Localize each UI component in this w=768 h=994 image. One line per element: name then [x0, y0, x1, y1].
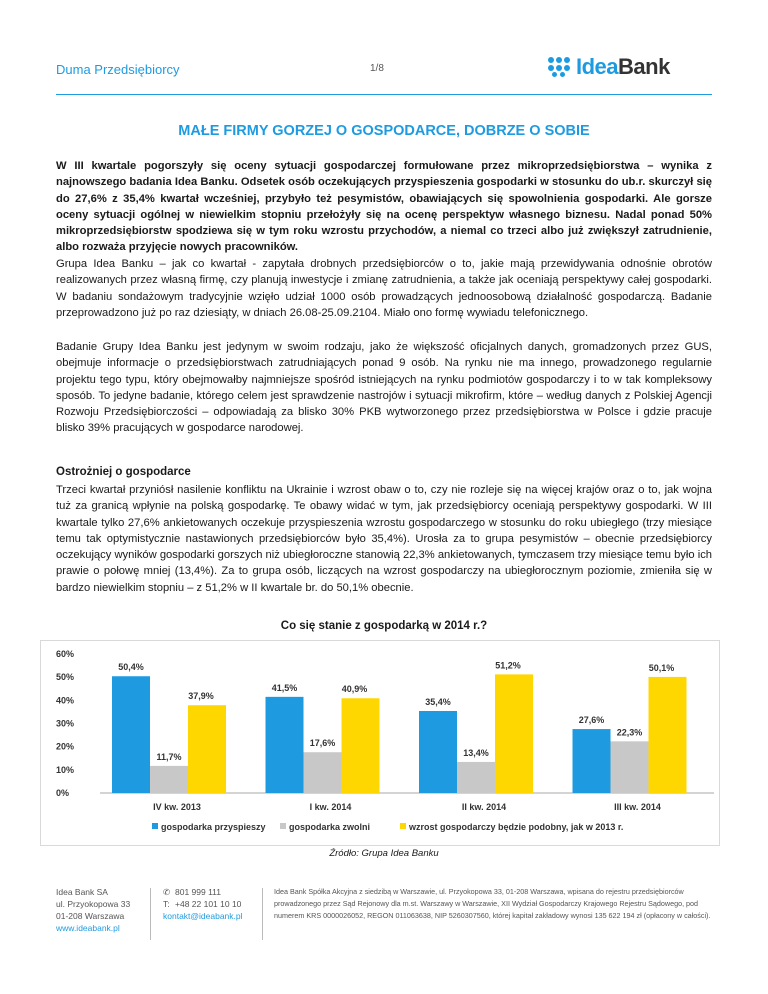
bar — [112, 676, 150, 793]
footer-street: ul. Przyokopowa 33 — [56, 899, 131, 909]
y-tick-label: 50% — [56, 672, 75, 683]
chart-title: Co się stanie z gospodarką w 2014 r.? — [280, 620, 488, 632]
page-header — [0, 0, 768, 100]
header-divider — [56, 94, 712, 95]
section-name: Duma Przedsiębiorcy — [56, 62, 180, 77]
footer-email-link[interactable]: kontakt@ideabank.pl — [163, 911, 243, 921]
page-number: 1/8 — [370, 63, 384, 74]
data-label: 35,4% — [425, 696, 451, 707]
y-tick-label: 40% — [56, 695, 75, 706]
data-label: 17,6% — [309, 738, 336, 749]
footer-phone-label: T: — [163, 899, 170, 909]
x-tick-label: I kw. 2014 — [309, 802, 352, 812]
footer-legal-text: Idea Bank Spółka Akcyjna z siedzibą w Warszawie, ul. Przyokopowa 33, 01-208 Warszawa, wpisana do rejestru przedsiębiorców prowadzonego przez Sąd Rejonowy dla m.st. Warszawy w Warszawie, XII Wydział Gospodarczy Krajowego Rejestru Sądowego, pod numerem KRS 0000026052, REGON 011063638, NIP 5260307560, której kapitał zakładowy wynosi 135 622 194 zł (opłacony w całości). — [274, 887, 711, 920]
data-label: 11,7% — [156, 751, 182, 762]
lead-paragraph: W III kwartale pogorszyły się oceny sytuacji gospodarczej formułowane przez mikroprzedsiębiorstwa – wynika z najnowszego badania Idea Banku. Odsetek osób oczekujących przyspieszenia gospodarki w stosunku do ub.r. skurczył się do 27,6% z 35,4% kwartał wcześniej, przybyło też pesymistów, obawiających się spowolnienia gospodarki. Ale gorsze oceny sytuacji ogólnej w niewielkim stopniu przełożyły się na ocenę perspektyw własnego biznesu. Nadal ponad 50% mikroprzedsiębiorstw spodziewa się w tym roku wzrostu przychodów, a niemal co trzeci albo już zwiększył zatrudnienie, albo rozważa przyjęcie nowych pracowników. — [56, 160, 712, 254]
data-label: 27,6% — [578, 715, 605, 726]
chart-source: Źródło: Grupa Idea Banku — [329, 848, 439, 859]
legend-swatch — [152, 823, 158, 829]
idea-bank-logo — [548, 54, 718, 82]
data-label: 50,4% — [118, 662, 144, 673]
data-label: 37,9% — [188, 691, 214, 702]
footer-phone-1: 801 999 111 — [175, 887, 222, 897]
footer-city: 01-208 Warszawa — [56, 911, 125, 921]
bar — [266, 697, 304, 793]
bar — [495, 674, 533, 793]
data-label: 22,3% — [616, 727, 643, 738]
x-tick-label: II kw. 2014 — [461, 802, 507, 812]
legend-swatch — [280, 823, 286, 829]
data-label: 51,2% — [495, 660, 521, 671]
legend-label: wzrost gospodarczy będzie podobny, jak w 2013 r. — [409, 822, 624, 832]
bar — [304, 752, 342, 793]
footer-divider — [262, 888, 263, 940]
phone-icon: ✆ — [163, 887, 171, 897]
bar — [649, 677, 687, 793]
data-label: 41,5% — [271, 682, 298, 693]
page-footer — [0, 880, 768, 990]
bar — [188, 705, 226, 793]
y-tick-label: 20% — [56, 741, 75, 752]
x-tick-label: IV kw. 2013 — [153, 802, 201, 812]
bar — [611, 741, 649, 793]
footer-divider — [150, 888, 151, 940]
paragraph-2: Badanie Grupy Idea Banku jest jedynym w swoim rodzaju, jako że większość oficjalnych danych, gromadzonych przez GUS, obejmuje informacje o przedsiębiorstwach zatrudniających ponad 9 osób. Na rynku nie ma innego, prowadzonego regularnie projektu tego typu, który obejmowałby najmniejsze spośród istniejących na rynku podmiotów gospodarczy i to w tak kompleksowy sposób. To jedyne badanie, którego celem jest sprawdzenie nastrojów i sytuacji mikrofirm, które – według danych z Polskiej Agencji Rozwoju Przedsiębiorczości – odpowiadają za blisko 30% PKB wytworzonego przez przedsiębiorstwa w Polsce i gdzie pracuje blisko 39% pracujących w gospodarce narodowej. — [56, 341, 712, 435]
logo-text-bank: Bank — [618, 54, 670, 79]
y-tick-label: 30% — [56, 718, 75, 729]
bar — [573, 729, 611, 793]
y-tick-label: 0% — [56, 788, 70, 798]
footer-address — [56, 886, 136, 934]
article-title: MAŁE FIRMY GORZEJ O GOSPODARCE, DOBRZE O SOBIE — [178, 123, 590, 139]
paragraph-3: Trzeci kwartał przyniósł nasilenie konfliktu na Ukrainie i wzrost obaw o to, czy nie rozleje się na więcej krajów oraz o to, jak wojna tuż za granicą wpłynie na polską gospodarkę. Te obawy widać w tym, jak przedsiębiorcy oceniają perspektywy gospodarki. W III kwartale tylko 27,6% ankietowanych oczekuje przyspieszenia wzrostu gospodarczego w stosunku do roku ubiegłego (trzy miesiące temu tak optymistycznie nastawionych przedsiębiorców było 35,4%). Urosła za to grupa pesymistów – obecnie przedsiębiorcy oczekujący wyników gospodarki gorszych niż ubiegłoroczne stanowią 22,3% ankietowanych, tymczasem trzy miesiące temu było ich prawie o połowę mniej (13,4%). Za to grupa osób, liczących na wzrost gospodarczy na ubiegłorocznym poziomie, zmieniła się w bardzo niewielkim stopniu – z 51,2% w II kwartale br. do 50,1% obecnie. — [56, 484, 713, 594]
logo-dots-icon — [548, 57, 572, 77]
footer-contact — [163, 886, 253, 922]
footer-company: Idea Bank SA — [56, 887, 108, 897]
section-subheading: Ostrożniej o gospodarce — [56, 466, 191, 478]
data-label: 13,4% — [463, 747, 489, 758]
bar — [342, 698, 380, 793]
footer-website-link[interactable]: www.ideabank.pl — [56, 923, 120, 933]
bar — [457, 762, 495, 793]
bar-chart — [40, 640, 720, 846]
legend-label: gospodarka zwolni — [289, 822, 371, 832]
legend-swatch — [400, 823, 406, 829]
data-label: 50,1% — [648, 662, 675, 673]
legend-label: gospodarka przyspieszy — [161, 822, 266, 832]
bar — [150, 766, 188, 793]
x-tick-label: III kw. 2014 — [614, 802, 661, 812]
paragraph-1: Grupa Idea Banku – jak co kwartał - zapytała drobnych przedsiębiorców o to, jakie mają przewidywania odnośnie obrotów realizowanych przez własną firmę, czy planują inwestycje i zmianę zatrudnienia, a także jak oceniają perspektywy całej gospodarki. W badaniu sondażowym tradycyjnie wzięło udział 1000 osób prowadzących jednoosobową działalność gospodarczą. Badanie przeprowadzono już po raz dziesiąty, w dniach 26.08-25.09.2104. Miało ono formę wywiadu telefonicznego. — [56, 258, 712, 319]
data-label: 40,9% — [341, 684, 368, 695]
y-tick-label: 60% — [56, 649, 75, 659]
logo-text-idea: Idea — [576, 54, 619, 79]
y-tick-label: 10% — [56, 764, 75, 775]
footer-phone-2: +48 22 101 10 10 — [175, 899, 242, 909]
bar — [419, 711, 457, 793]
